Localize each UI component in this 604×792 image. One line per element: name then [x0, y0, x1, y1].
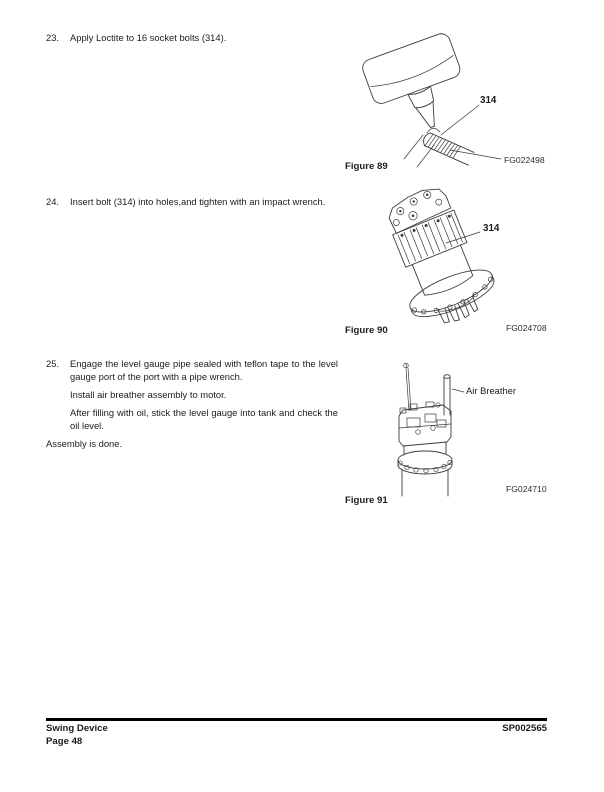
figure-code: FG022498: [504, 155, 545, 165]
step-number: 25.: [46, 358, 60, 369]
callout-leader-line: [441, 105, 479, 135]
figure-caption: Figure 90: [345, 325, 388, 336]
glue-drop: [427, 128, 440, 133]
callout-314: 314: [480, 95, 497, 106]
step-text: After filling with oil, stick the level gauge into tank and check the oil level.: [70, 407, 338, 431]
footer-doc-code: SP002565: [502, 723, 547, 734]
step-text: Engage the level gauge pipe sealed with teflon tape to the level gauge port of the port with a pipe wrench.: [70, 358, 338, 382]
figure-91-illustration: [340, 358, 595, 500]
step-text: Apply Loctite to 16 socket bolts (314).: [70, 32, 227, 43]
callout-leader-line: [452, 389, 464, 392]
figure-code: FG024710: [506, 484, 547, 494]
swing-motor-body-icon: [398, 402, 452, 496]
callout-air-breather: Air Breather: [466, 385, 517, 396]
figure-caption: Figure 91: [345, 495, 388, 506]
closing-statement: Assembly is done.: [46, 438, 123, 449]
footer-page-number: Page 48: [46, 735, 83, 747]
callout-314: 314: [483, 223, 500, 234]
figure-code-leader-line: [450, 150, 501, 159]
footer-doc-title: Swing Device: [46, 723, 108, 734]
step-item-23: [46, 31, 338, 49]
step-number: 24.: [46, 196, 60, 207]
bolt-314-icon: [421, 131, 474, 165]
swing-motor-assembly-icon: [371, 178, 503, 335]
air-breather-tube-icon: [444, 375, 450, 415]
figure-90-illustration: [340, 188, 595, 338]
figure-89-illustration: [340, 28, 595, 178]
step-text: Insert bolt (314) into holes,and tighten with an impact wrench.: [70, 196, 326, 207]
step-number: 23.: [46, 32, 60, 43]
figure-caption: Figure 89: [345, 161, 388, 172]
step-item-25: [46, 357, 338, 437]
step-item-24: [46, 195, 338, 213]
step-text: Install air breather assembly to motor.: [70, 389, 227, 400]
footer-rule: [46, 718, 547, 721]
loctite-bottle-icon: [360, 31, 476, 142]
figure-code: FG024708: [506, 323, 547, 333]
